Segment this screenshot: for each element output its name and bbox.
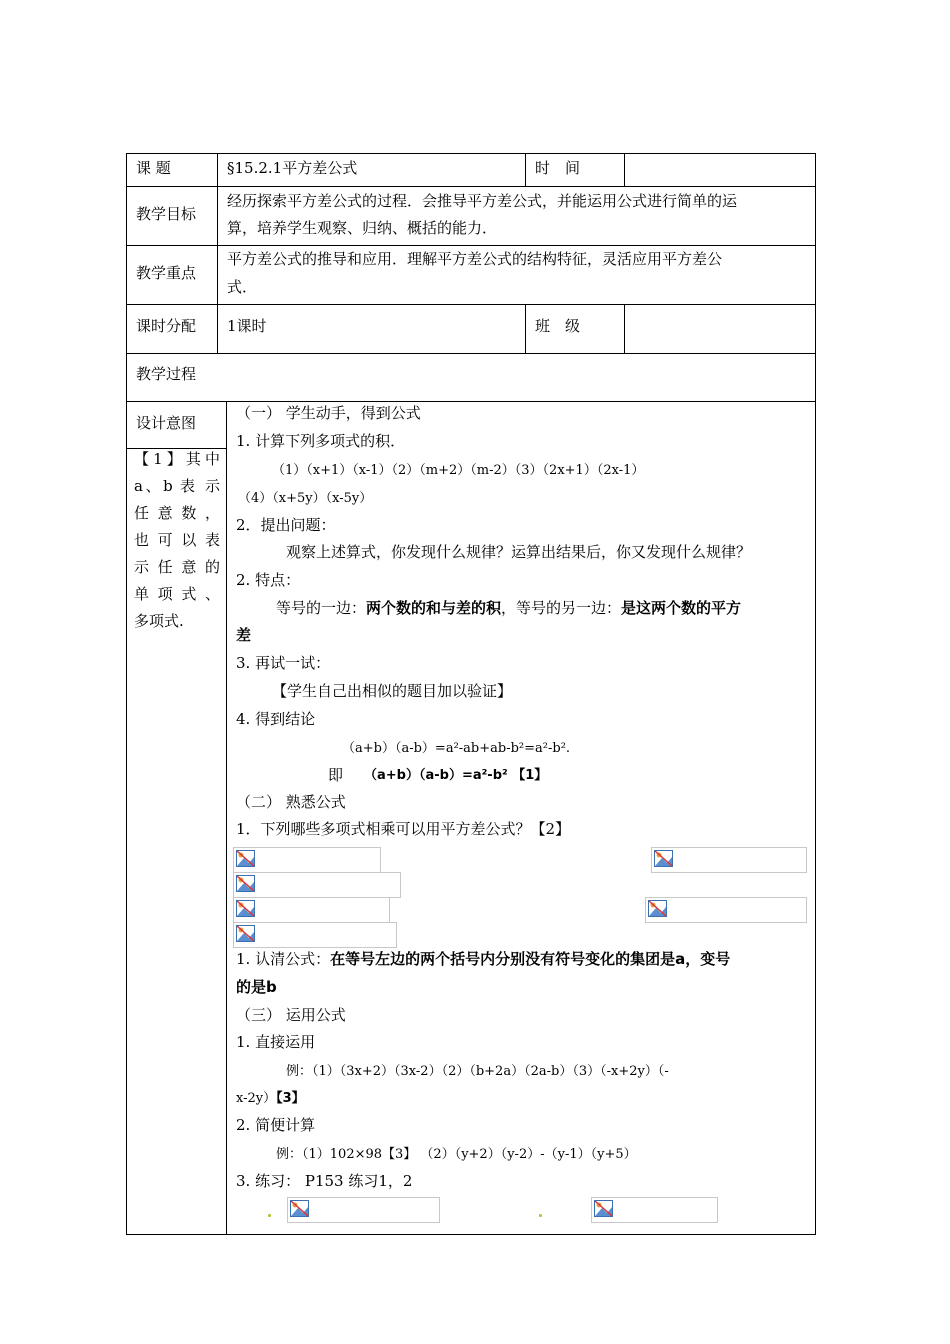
s3-q1-line1: 例：（1）（3x+2）（3x-2）（2）（b+2a）（2a-b）（3）（-x+2y）（- <box>286 1064 669 1079</box>
image-placeholder <box>591 1197 718 1223</box>
s3-q1-line2b: 【3】 <box>276 1091 305 1106</box>
s1-q4-text: 【学生自己出相似的题目加以验证】 <box>272 682 513 700</box>
col-divider <box>217 153 218 353</box>
hours-label: 课时分配 <box>136 317 197 335</box>
side-note-line: 单 项 式 、 <box>134 585 220 603</box>
s1-q5-eq2: （a+b）（a-b）=a²-b² 【1】 <box>364 768 548 783</box>
topic-value: §15.2.1平方差公式 <box>227 159 358 177</box>
design-label: 设计意图 <box>136 414 197 432</box>
s2-q2-b: 在等号左边的两个括号内分别没有符号变化的集团是a，变号 <box>330 950 731 968</box>
col-divider <box>525 304 526 353</box>
side-note-line: 【1】其中 <box>134 450 220 468</box>
s3-q1-line2a: x-2y） <box>236 1091 277 1106</box>
s1-q3: 2. 特点： <box>236 571 301 589</box>
image-placeholder <box>233 872 401 898</box>
col-divider <box>226 401 227 1234</box>
s1-q3-b: 两个数的和与差的积 <box>366 599 502 617</box>
process-label: 教学过程 <box>136 365 197 383</box>
topic-label: 课 题 <box>136 159 171 177</box>
broken-image-icon <box>236 875 255 892</box>
time-label: 时 间 <box>535 159 581 177</box>
side-note <box>134 446 220 635</box>
row-divider <box>126 186 816 187</box>
s2-q2-c: 的是b <box>236 978 277 996</box>
side-note-line: 多项式. <box>134 612 184 630</box>
s1-q5-eq2-prefix: 即 <box>328 766 344 784</box>
table-border-right <box>815 153 816 1235</box>
side-note-line: a、b 表 示 <box>134 477 220 495</box>
goal-line-2: 算，培养学生观察、归纳、概括的能力． <box>227 219 498 237</box>
s2-q2-a: 1. 认清公式： <box>236 950 331 968</box>
hours-value: 1课时 <box>227 317 267 335</box>
broken-image-icon <box>236 850 255 867</box>
s3-q1: 1. 直接运用 <box>236 1033 316 1051</box>
image-placeholder <box>233 922 397 948</box>
s1-q1: 1. 计算下列多项式的积． <box>236 432 406 450</box>
s3-q3: 3. 练习： P153 练习1，2 <box>236 1172 413 1190</box>
s1-q5-eq: （a+b）（a-b）=a²-ab+ab-b²=a²-b². <box>342 741 571 756</box>
s1-q2-text: 观察上述算式，你发现什么规律？运算出结果后，你又发现什么规律？ <box>286 543 752 561</box>
table-border-left <box>126 153 127 1235</box>
broken-image-icon <box>290 1200 309 1217</box>
s1-q1-line2: （4）（x+5y）（x-5y） <box>238 491 373 506</box>
broken-image-icon <box>594 1200 613 1217</box>
s1-q4: 3. 再试一试： <box>236 654 331 672</box>
focus-line-1: 平方差公式的推导和应用．理解平方差公式的结构特征，灵活应用平方差公 <box>227 250 723 268</box>
focus-label: 教学重点 <box>136 264 197 282</box>
image-placeholder <box>233 897 390 923</box>
class-label: 班 级 <box>535 317 581 335</box>
side-note-line: 也 可 以 表 <box>134 531 220 549</box>
broken-image-icon <box>236 900 255 917</box>
row-divider <box>126 353 816 354</box>
goal-line-1: 经历探索平方差公式的过程．会推导平方差公式，并能运用公式进行简单的运 <box>227 192 738 210</box>
s1-q1-line1: （1）（x+1）（x-1）（2）（m+2）（m-2）（3）（2x+1）（2x-1） <box>272 463 645 478</box>
section-3-title: （三） 运用公式 <box>236 1006 346 1024</box>
s1-q3-line <box>276 597 741 618</box>
image-placeholder <box>233 847 381 873</box>
row-divider <box>126 304 816 305</box>
s1-q3-c: ，等号的另一边： <box>501 599 622 617</box>
row-divider <box>126 245 816 246</box>
s3-q2: 2. 简便计算 <box>236 1116 316 1134</box>
col-divider <box>525 153 526 186</box>
col-divider <box>624 153 625 186</box>
s3-q1-line2 <box>236 1087 305 1106</box>
s3-q2-line: 例：（1）102×98【3】 （2）（y+2）（y-2）-（y-1）（y+5） <box>276 1147 637 1162</box>
s1-q2: 2．提出问题： <box>236 516 336 534</box>
col-divider <box>624 304 625 353</box>
image-placeholder <box>651 847 807 873</box>
s2-q1: 1．下列哪些多项式相乘可以用平方差公式？【2】 <box>236 820 571 838</box>
table-border-top <box>126 153 816 154</box>
marker-dot <box>268 1214 271 1217</box>
side-note-line: 示 任 意 的 <box>134 558 220 576</box>
broken-image-icon <box>648 900 667 917</box>
section-2-title: （二） 熟悉公式 <box>236 793 346 811</box>
section-1-title: （一） 学生动手，得到公式 <box>236 404 421 422</box>
goal-label: 教学目标 <box>136 205 197 223</box>
row-divider <box>126 401 816 402</box>
s1-q3-a: 等号的一边： <box>276 599 367 617</box>
s1-q5: 4. 得到结论 <box>236 710 316 728</box>
s1-q3-d: 是这两个数的平方 <box>621 599 742 617</box>
image-placeholder <box>645 897 807 923</box>
table-border-bottom <box>126 1234 816 1235</box>
marker-dot <box>539 1214 542 1217</box>
broken-image-icon <box>654 850 673 867</box>
broken-image-icon <box>236 925 255 942</box>
image-placeholder <box>287 1197 440 1223</box>
side-note-line: 任 意 数 ， <box>134 504 220 522</box>
s2-q2-line <box>236 948 730 969</box>
s1-q3-e: 差 <box>236 626 252 644</box>
focus-line-2: 式． <box>227 278 258 296</box>
